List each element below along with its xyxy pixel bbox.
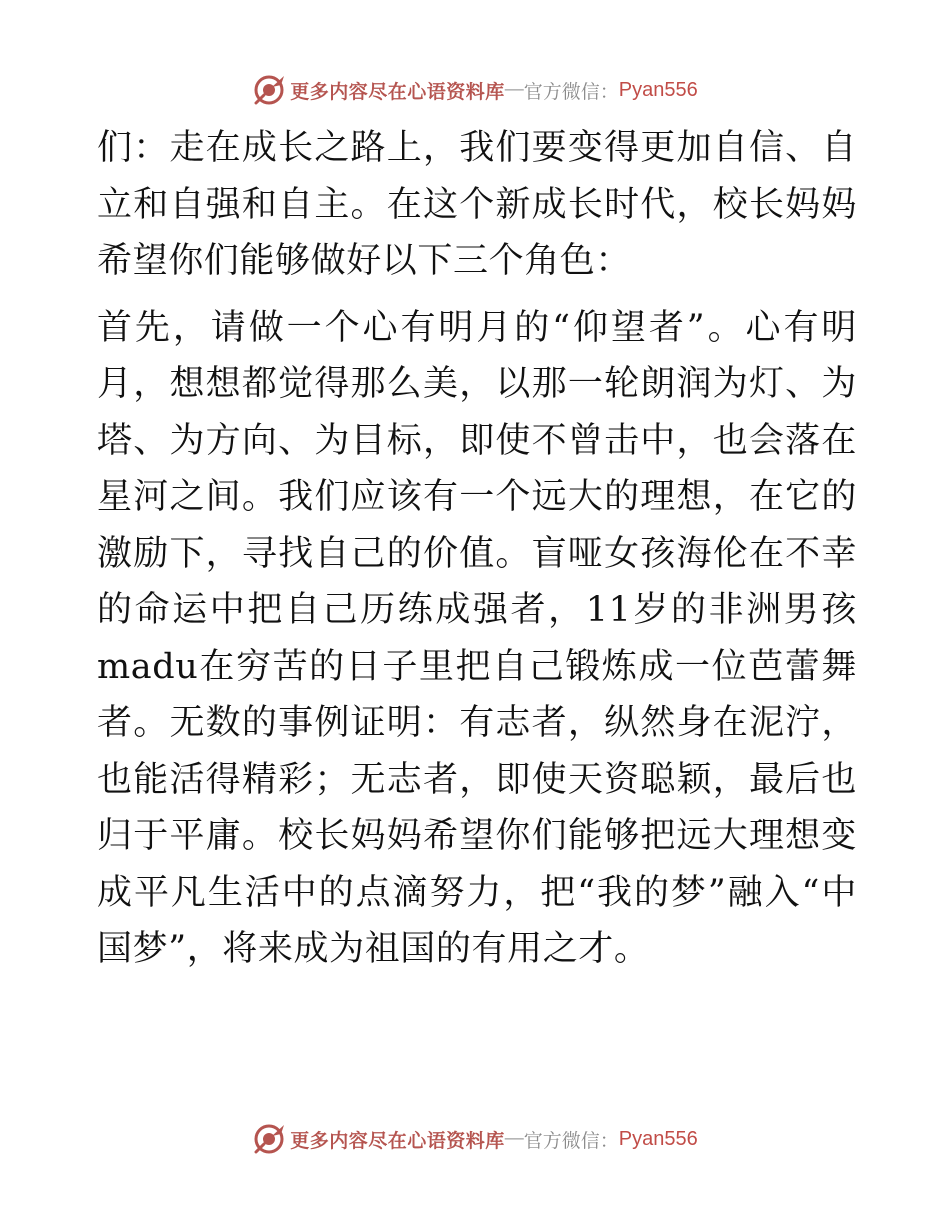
watermark-wechat-label: 官方微信： — [523, 80, 619, 103]
watermark-main-text: 更多内容尽在心语资料库 — [290, 80, 505, 103]
quill-badge-icon — [252, 1122, 286, 1156]
header-watermark — [0, 70, 950, 110]
document-body — [97, 120, 857, 978]
body-paragraph: 首先，请做一个心有明月的“仰望者”。心有明月，想想都觉得那么美，以那一轮朗润为灯、为塔、为方向、为目标，即使不曾击中，也会落在星河之间。我们应该有一个远大的理想，在它的激励下，寻找自己的价值。盲哑女孩海伦在不幸的命运中把自己历练成强者，11岁的非洲男孩madu在穷苦的日子里把自己锻炼成一位芭蕾舞者。无数的事例证明：有志者，纵然身在泥泞，也能活得精彩；无志者，即使天资聪颖，最后也归于平庸。校长妈妈希望你们能够把远大理想变成平凡生活中的点滴努力，把“我的梦”融入“中国梦”，将来成为祖国的有用之才。 — [97, 307, 857, 969]
watermark-wechat-id: Pyan556 — [618, 78, 698, 101]
watermark-wechat-label: 官方微信： — [523, 1129, 619, 1152]
watermark-dash: — — [504, 79, 524, 100]
watermark-wechat-id: Pyan556 — [618, 1127, 698, 1150]
watermark-dash: — — [504, 1128, 524, 1149]
footer-watermark — [0, 1119, 950, 1159]
quill-badge-icon — [252, 73, 286, 107]
watermark-main-text: 更多内容尽在心语资料库 — [290, 1129, 505, 1152]
body-paragraph: 们：走在成长之路上，我们要变得更加自信、自立和自强和自主。在这个新成长时代，校长妈妈希望你们能够做好以下三个角色： — [97, 128, 857, 281]
